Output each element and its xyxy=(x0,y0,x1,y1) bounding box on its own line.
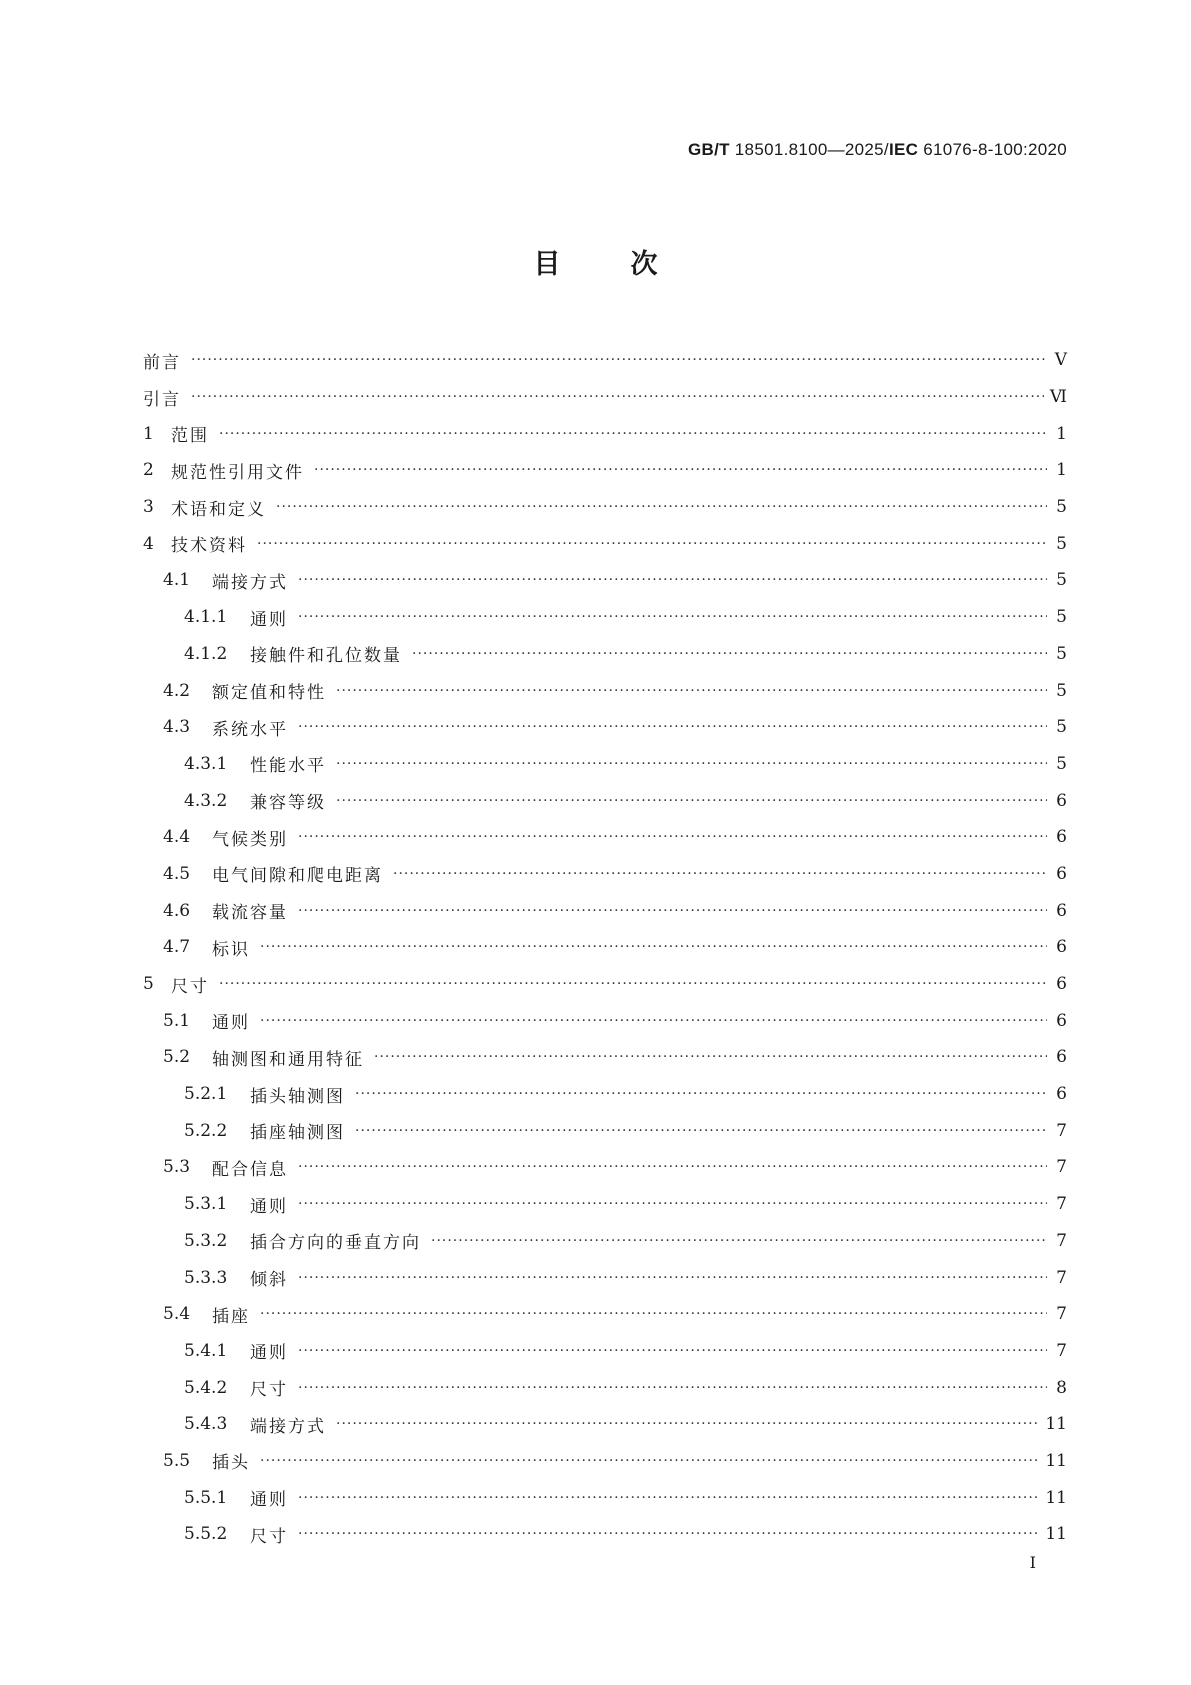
toc-entry-page: 5 xyxy=(1056,570,1067,591)
toc-entry[interactable] xyxy=(143,525,1067,562)
toc-entry-number: 5.4.1 xyxy=(184,1340,228,1361)
page-title xyxy=(0,242,1191,281)
toc-leader-dots xyxy=(191,352,1047,368)
toc-entry-label: 兼容等级 xyxy=(250,793,326,814)
toc-leader-dots xyxy=(431,1233,1047,1249)
toc-leader-dots xyxy=(298,1526,1039,1542)
toc-entry-number: 4.3.2 xyxy=(184,790,228,811)
toc-entry-label: 端接方式 xyxy=(212,572,288,593)
toc-entry[interactable] xyxy=(143,1149,1067,1186)
toc-leader-dots xyxy=(298,829,1047,845)
toc-entry-number: 4.6 xyxy=(163,900,191,921)
toc-entry-number: 4.5 xyxy=(163,863,191,884)
toc-entry-label: 通则 xyxy=(250,1196,288,1217)
toc-entry[interactable] xyxy=(143,1443,1067,1480)
toc-entry-page: 7 xyxy=(1056,1304,1067,1325)
toc-entry-label: 通则 xyxy=(250,609,288,630)
toc-entry-number: 5.4 xyxy=(163,1304,191,1325)
toc-entry-label: 电气间隙和爬电距离 xyxy=(212,866,383,887)
toc-leader-dots xyxy=(298,903,1047,919)
toc-entry-number: 2 xyxy=(143,460,154,481)
toc-entry[interactable] xyxy=(143,672,1067,709)
toc-leader-dots xyxy=(298,1343,1047,1359)
toc-entry-label: 配合信息 xyxy=(212,1159,288,1180)
toc-entry-number: 5.4.2 xyxy=(184,1377,228,1398)
toc-entry-label: 通则 xyxy=(212,1013,250,1034)
table-of-contents xyxy=(143,342,1067,1553)
toc-entry-page: 11 xyxy=(1045,1450,1067,1471)
toc-entry-page: 6 xyxy=(1056,1010,1067,1031)
toc-entry[interactable] xyxy=(143,709,1067,746)
toc-entry-label: 通则 xyxy=(250,1490,288,1511)
toc-entry-number: 1 xyxy=(143,423,154,444)
toc-entry-page: 6 xyxy=(1056,937,1067,958)
toc-entry-number: 5.3 xyxy=(163,1157,191,1178)
toc-entry-label: 接触件和孔位数量 xyxy=(250,646,402,667)
toc-entry-page: 7 xyxy=(1056,1267,1067,1288)
toc-entry-page: 6 xyxy=(1056,1084,1067,1105)
toc-leader-dots xyxy=(355,1086,1047,1102)
toc-entry[interactable] xyxy=(143,452,1067,489)
toc-entry-page: 1 xyxy=(1056,423,1067,444)
toc-entry-label: 技术资料 xyxy=(171,536,247,557)
toc-entry[interactable] xyxy=(143,1516,1067,1553)
document-code-iec-number: 61076-8-100:2020 xyxy=(918,140,1067,159)
toc-entry-page: 11 xyxy=(1045,1524,1067,1545)
toc-entry-page: 7 xyxy=(1056,1157,1067,1178)
toc-entry-page: 5 xyxy=(1056,607,1067,628)
toc-leader-dots xyxy=(298,572,1047,588)
toc-entry-page: 5 xyxy=(1056,643,1067,664)
page-title-char-2: 次 xyxy=(630,249,658,280)
toc-leader-dots xyxy=(260,1453,1039,1469)
toc-entry-label: 尺寸 xyxy=(250,1526,288,1547)
toc-entry-page: Ⅴ xyxy=(1054,350,1067,371)
toc-entry-label: 插头轴测图 xyxy=(250,1086,345,1107)
document-code-iec: IEC xyxy=(888,140,919,159)
toc-entry[interactable] xyxy=(143,819,1067,856)
toc-entry-label: 端接方式 xyxy=(250,1416,326,1437)
toc-entry-number: 5 xyxy=(143,974,154,995)
toc-entry-number: 4.7 xyxy=(163,937,191,958)
toc-entry-page: 11 xyxy=(1045,1487,1067,1508)
toc-entry[interactable] xyxy=(143,1369,1067,1406)
toc-entry-number: 4.1 xyxy=(163,570,191,591)
toc-leader-dots xyxy=(219,426,1047,442)
toc-entry-number: 5.5.2 xyxy=(184,1524,228,1545)
toc-entry-number: 5.3.3 xyxy=(184,1267,228,1288)
toc-entry-page: 8 xyxy=(1056,1377,1067,1398)
toc-leader-dots xyxy=(336,756,1047,772)
toc-entry[interactable] xyxy=(143,489,1067,526)
toc-entry-label: 术语和定义 xyxy=(171,499,266,520)
toc-entry-page: 5 xyxy=(1056,753,1067,774)
toc-entry[interactable] xyxy=(143,379,1067,416)
toc-leader-dots xyxy=(260,1013,1047,1029)
toc-entry[interactable] xyxy=(143,599,1067,636)
toc-entry-page: 6 xyxy=(1056,827,1067,848)
toc-entry-page: 7 xyxy=(1056,1340,1067,1361)
toc-entry[interactable] xyxy=(143,1296,1067,1333)
toc-leader-dots xyxy=(336,683,1047,699)
toc-entry-label: 通则 xyxy=(250,1343,288,1364)
toc-entry-label: 引言 xyxy=(143,389,181,410)
toc-entry-number: 3 xyxy=(143,497,154,518)
toc-entry-label: 倾斜 xyxy=(250,1270,288,1291)
toc-entry-number: 4.2 xyxy=(163,680,191,701)
toc-entry-number: 5.3.1 xyxy=(184,1194,228,1215)
toc-leader-dots xyxy=(260,939,1047,955)
toc-entry-label: 范围 xyxy=(171,426,209,447)
toc-entry-label: 系统水平 xyxy=(212,719,288,740)
toc-entry-number: 5.3.2 xyxy=(184,1230,228,1251)
toc-entry-label: 标识 xyxy=(212,939,250,960)
toc-entry[interactable] xyxy=(143,1186,1067,1223)
toc-entry-page: 6 xyxy=(1056,790,1067,811)
toc-leader-dots xyxy=(298,1196,1047,1212)
toc-entry-page: 1 xyxy=(1056,460,1067,481)
toc-entry[interactable] xyxy=(143,636,1067,673)
toc-entry[interactable] xyxy=(143,929,1067,966)
toc-entry-page: 7 xyxy=(1056,1120,1067,1141)
toc-entry-label: 插座 xyxy=(212,1306,250,1327)
toc-entry-number: 5.2.2 xyxy=(184,1120,228,1141)
toc-entry-page: 7 xyxy=(1056,1230,1067,1251)
toc-leader-dots xyxy=(355,1123,1047,1139)
toc-entry[interactable] xyxy=(143,1259,1067,1296)
toc-entry-page: Ⅵ xyxy=(1049,387,1067,408)
toc-entry-label: 前言 xyxy=(143,352,181,373)
toc-leader-dots xyxy=(336,1416,1039,1432)
toc-entry-page: 5 xyxy=(1056,497,1067,518)
toc-entry-page: 6 xyxy=(1056,1047,1067,1068)
toc-entry[interactable] xyxy=(143,782,1067,819)
toc-entry[interactable] xyxy=(143,1076,1067,1113)
toc-entry-label: 插合方向的垂直方向 xyxy=(250,1233,421,1254)
toc-entry-number: 5.2 xyxy=(163,1047,191,1068)
toc-leader-dots xyxy=(298,609,1047,625)
toc-entry-number: 4.1.1 xyxy=(184,607,228,628)
toc-entry-page: 6 xyxy=(1056,900,1067,921)
toc-entry-label: 额定值和特性 xyxy=(212,683,326,704)
toc-leader-dots xyxy=(257,536,1047,552)
toc-entry[interactable] xyxy=(143,342,1067,379)
toc-entry[interactable] xyxy=(143,892,1067,929)
toc-entry[interactable] xyxy=(143,562,1067,599)
toc-entry-label: 性能水平 xyxy=(250,756,326,777)
toc-entry-number: 5.2.1 xyxy=(184,1084,228,1105)
toc-entry-page: 5 xyxy=(1056,533,1067,554)
toc-entry[interactable] xyxy=(143,1479,1067,1516)
toc-entry[interactable] xyxy=(143,1039,1067,1076)
toc-entry-number: 5.4.3 xyxy=(184,1414,228,1435)
toc-leader-dots xyxy=(298,1490,1039,1506)
toc-leader-dots xyxy=(314,462,1047,478)
toc-entry-number: 4.4 xyxy=(163,827,191,848)
toc-entry[interactable] xyxy=(143,1333,1067,1370)
toc-leader-dots xyxy=(374,1049,1047,1065)
toc-leader-dots xyxy=(336,793,1047,809)
toc-entry-page: 7 xyxy=(1056,1194,1067,1215)
toc-leader-dots xyxy=(298,1159,1047,1175)
toc-entry-label: 载流容量 xyxy=(212,903,288,924)
toc-entry[interactable] xyxy=(143,1406,1067,1443)
toc-entry[interactable] xyxy=(143,415,1067,452)
toc-entry-page: 6 xyxy=(1056,974,1067,995)
toc-leader-dots xyxy=(191,389,1044,405)
toc-leader-dots xyxy=(298,1270,1047,1286)
toc-entry-label: 尺寸 xyxy=(171,976,209,997)
toc-entry-label: 插头 xyxy=(212,1453,250,1474)
document-code-number: 18501.8100—2025/ xyxy=(729,140,889,159)
page-title-char-1: 目 xyxy=(533,249,561,280)
toc-leader-dots xyxy=(219,976,1047,992)
toc-entry-page: 5 xyxy=(1056,717,1067,738)
toc-leader-dots xyxy=(276,499,1047,515)
toc-entry[interactable] xyxy=(143,1002,1067,1039)
toc-entry-page: 11 xyxy=(1045,1414,1067,1435)
toc-entry[interactable] xyxy=(143,1112,1067,1149)
toc-leader-dots xyxy=(298,719,1047,735)
toc-entry[interactable] xyxy=(143,966,1067,1003)
document-code-prefix: GB/T xyxy=(687,140,730,159)
toc-entry-number: 4 xyxy=(143,533,154,554)
toc-entry-label: 轴测图和通用特征 xyxy=(212,1049,364,1070)
toc-leader-dots xyxy=(393,866,1047,882)
toc-entry[interactable] xyxy=(143,1223,1067,1260)
toc-entry-page: 6 xyxy=(1056,863,1067,884)
toc-entry[interactable] xyxy=(143,856,1067,893)
toc-entry-page: 5 xyxy=(1056,680,1067,701)
toc-entry-label: 尺寸 xyxy=(250,1380,288,1401)
toc-entry-number: 5.5.1 xyxy=(184,1487,228,1508)
page-number: I xyxy=(1029,1553,1036,1572)
toc-entry-number: 4.3 xyxy=(163,717,191,738)
toc-leader-dots xyxy=(412,646,1047,662)
document-code xyxy=(688,140,1067,160)
toc-entry-number: 5.5 xyxy=(163,1450,191,1471)
toc-leader-dots xyxy=(298,1380,1047,1396)
toc-entry-number: 5.1 xyxy=(163,1010,191,1031)
toc-entry-number: 4.3.1 xyxy=(184,753,228,774)
toc-leader-dots xyxy=(260,1306,1047,1322)
toc-entry-number: 4.1.2 xyxy=(184,643,228,664)
toc-entry-label: 插座轴测图 xyxy=(250,1123,345,1144)
toc-entry[interactable] xyxy=(143,746,1067,783)
toc-entry-label: 规范性引用文件 xyxy=(171,462,304,483)
toc-entry-label: 气候类别 xyxy=(212,829,288,850)
